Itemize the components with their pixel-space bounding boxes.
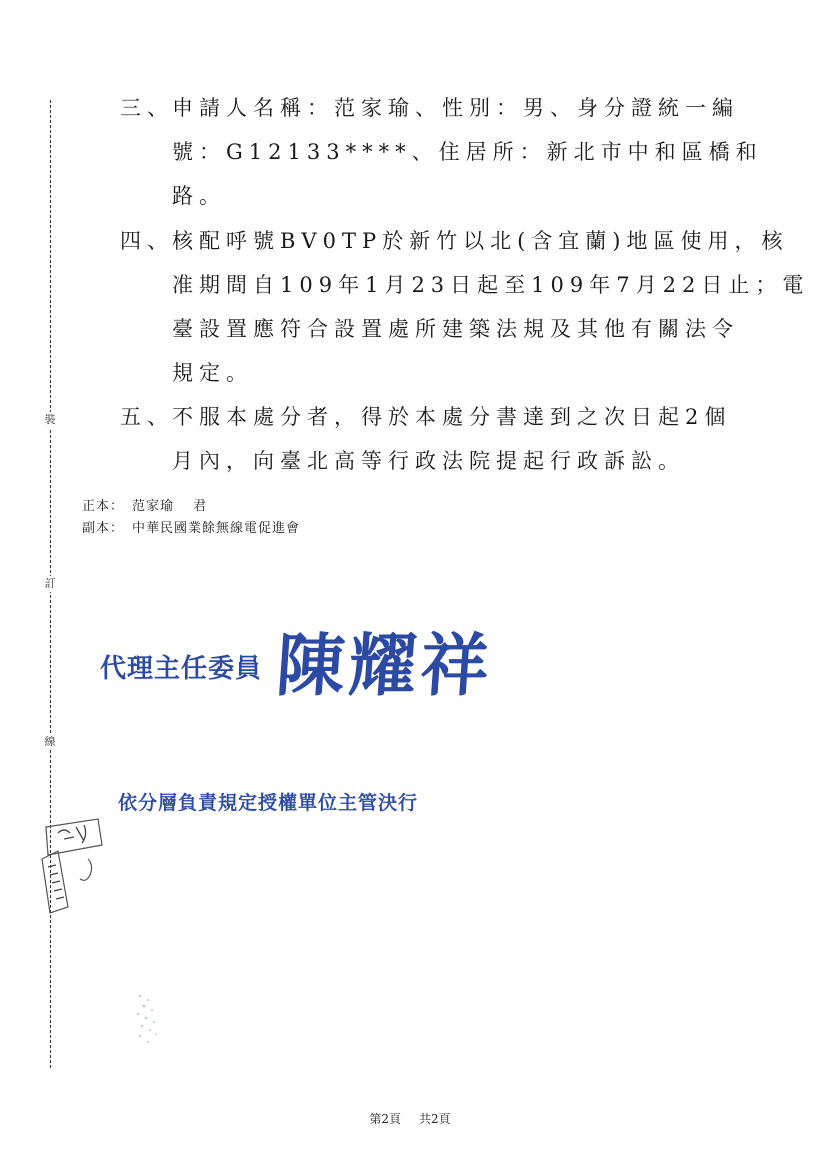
original-recipient <box>82 496 300 518</box>
item-3-line-1 <box>120 86 739 130</box>
item-5 <box>120 395 732 483</box>
ink-speckle-graphic <box>130 990 170 1050</box>
page-total: 共2頁 <box>419 1112 451 1126</box>
signatory-name: 陳耀祥 <box>273 627 496 706</box>
original-value: 范家瑜 君 <box>132 499 208 514</box>
copy-value: 中華民國業餘無線電促進會 <box>132 521 301 536</box>
item-4-number: 四、 <box>120 229 174 253</box>
item-5-text: 不服本處分者，得於本處分書達到之次日起2個 <box>172 405 732 429</box>
copy-label: 副本： <box>82 521 125 536</box>
item-4-line-3: 臺設置應符合設置處所建築法規及其他有關法令 <box>172 317 739 341</box>
signature-block <box>100 612 496 706</box>
signatory-title: 代理主任委員 <box>100 654 263 684</box>
original-label: 正本： <box>82 499 125 514</box>
item-4-line-2: 准期間自109年1月23日起至109年7月22日止；電 <box>172 273 810 297</box>
binding-char-zhuang: 裝 <box>42 412 58 428</box>
item-5-line-2: 月內，向臺北高等行政法院提起行政訴訟。 <box>172 449 685 473</box>
distribution-list <box>82 496 300 540</box>
item-3 <box>120 86 763 218</box>
approval-stamp-graphic <box>28 815 108 915</box>
binding-char-xian: 線 <box>42 734 58 750</box>
item-5-number: 五、 <box>120 405 174 429</box>
binding-char-ding: 訂 <box>42 576 58 592</box>
page-footer <box>0 1110 820 1127</box>
item-4-line-1 <box>120 219 789 263</box>
delegation-note: 依分層負責規定授權單位主管決行 <box>118 792 419 814</box>
copy-recipient <box>82 518 300 540</box>
item-5-line-1 <box>120 395 732 439</box>
page-number: 第2頁 <box>369 1112 401 1126</box>
item-3-line-3: 路。 <box>172 184 226 208</box>
item-3-text: 申請人名稱：范家瑜、性別：男、身分證統一編 <box>172 96 739 120</box>
item-3-line-2: 號：G12133****、住居所：新北市中和區橋和 <box>172 140 763 164</box>
item-3-number: 三、 <box>120 96 174 120</box>
ink-speckle <box>130 990 170 1050</box>
approval-stamp <box>28 815 108 915</box>
item-4-line-4: 規定。 <box>172 361 253 385</box>
item-4 <box>120 219 810 395</box>
item-4-text: 核配呼號BV0TP於新竹以北(含宜蘭)地區使用，核 <box>172 229 789 253</box>
